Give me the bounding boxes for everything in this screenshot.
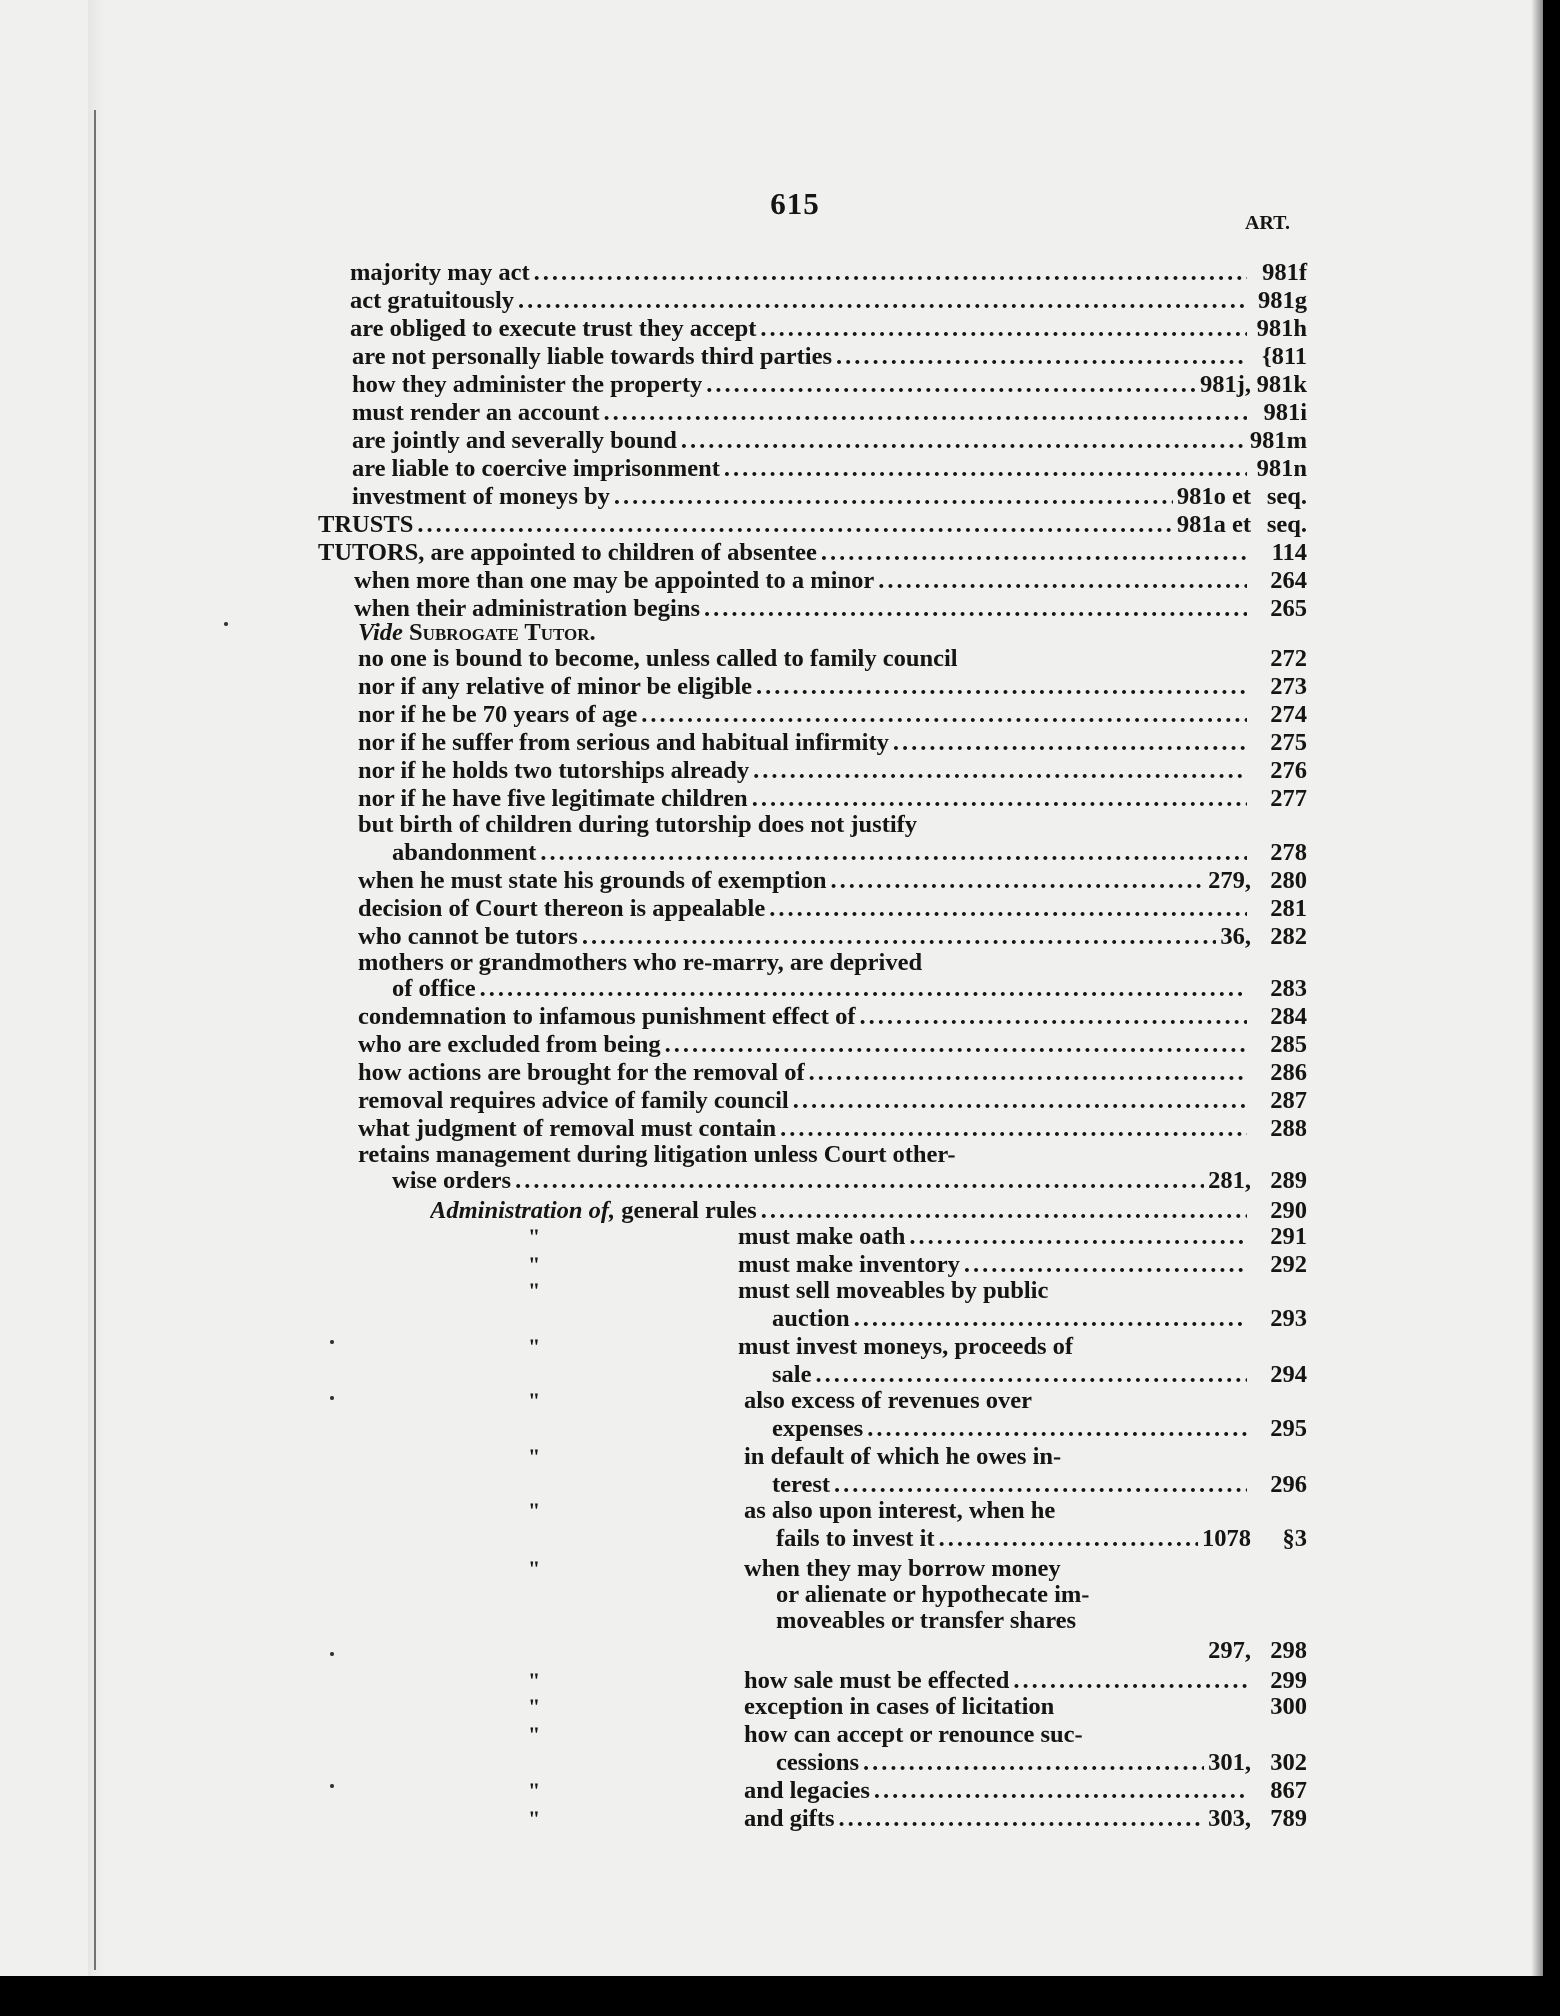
article-reference: 284 bbox=[1270, 1003, 1307, 1030]
entry-text: who are excluded from being bbox=[358, 1031, 661, 1058]
entry-text: when more than one may be appointed to a minor bbox=[354, 567, 875, 594]
article-reference: 285 bbox=[1270, 1031, 1307, 1058]
ditto-mark: " bbox=[528, 1388, 541, 1413]
index-entry bbox=[744, 1442, 1303, 1472]
index-entry bbox=[358, 866, 1251, 896]
dot-leader bbox=[939, 1524, 1198, 1554]
article-reference: 300 bbox=[1270, 1693, 1307, 1720]
entry-text: mothers or grandmothers who re-marry, are deprived bbox=[358, 949, 923, 976]
entry-text: must sell moveables by public bbox=[738, 1277, 1049, 1304]
first-article-reference: 301, bbox=[1208, 1749, 1251, 1776]
entry-text: investment of moneys by bbox=[352, 483, 610, 510]
entry-text: general rules bbox=[621, 1197, 757, 1224]
article-reference: 288 bbox=[1270, 1115, 1307, 1142]
entry-text: how actions are brought for the removal of bbox=[358, 1059, 805, 1086]
index-entry bbox=[358, 1002, 1251, 1032]
first-article-reference: 281, bbox=[1208, 1167, 1251, 1194]
article-reference: 789 bbox=[1270, 1805, 1307, 1832]
article-reference: 296 bbox=[1270, 1471, 1307, 1498]
article-reference: 265 bbox=[1270, 595, 1307, 622]
article-reference: 867 bbox=[1270, 1777, 1307, 1804]
section-label: Administration of, bbox=[430, 1197, 622, 1224]
dot-leader bbox=[909, 1222, 1247, 1252]
index-entry bbox=[744, 1776, 1251, 1806]
entry-text: or alienate or hypothecate im- bbox=[776, 1581, 1090, 1608]
article-reference: 981n bbox=[1256, 455, 1307, 482]
article-reference: 289 bbox=[1270, 1167, 1307, 1194]
article-reference: 291 bbox=[1270, 1223, 1307, 1250]
index-entry bbox=[350, 314, 1251, 344]
entry-text: also excess of revenues over bbox=[744, 1387, 1033, 1414]
dot-leader bbox=[724, 454, 1247, 484]
entry-text: nor if he suffer from serious and habitual infirmity bbox=[358, 729, 889, 756]
dot-leader bbox=[753, 756, 1247, 786]
entry-text: TRUSTS bbox=[318, 511, 414, 538]
entry-text: how they administer the property bbox=[352, 371, 703, 398]
dot-leader bbox=[893, 728, 1247, 758]
article-reference: 273 bbox=[1270, 673, 1307, 700]
article-reference: 114 bbox=[1271, 539, 1307, 566]
ditto-mark: " bbox=[528, 1252, 541, 1277]
entry-text: auction bbox=[772, 1305, 850, 1332]
article-reference: {811 bbox=[1261, 343, 1307, 370]
ditto-mark: " bbox=[528, 1806, 541, 1831]
entry-text: must render an account bbox=[352, 399, 600, 426]
dot-leader bbox=[836, 342, 1247, 372]
index-entry bbox=[738, 1222, 1251, 1252]
index-entry bbox=[744, 1804, 1251, 1834]
index-entry bbox=[358, 1058, 1251, 1088]
ink-speck bbox=[330, 1784, 334, 1788]
entry-text: what judgment of removal must contain bbox=[358, 1115, 777, 1142]
article-reference: 264 bbox=[1270, 567, 1307, 594]
entry-text: of office bbox=[392, 975, 476, 1002]
entry-text: terest bbox=[772, 1471, 831, 1498]
entry-text: nor if he holds two tutorships already bbox=[358, 757, 750, 784]
index-entry bbox=[392, 838, 1251, 868]
ditto-mark: " bbox=[528, 1556, 541, 1581]
entry-text: when their administration begins bbox=[354, 595, 700, 622]
article-reference: 283 bbox=[1270, 975, 1307, 1002]
dot-leader bbox=[878, 566, 1247, 596]
ditto-mark: " bbox=[528, 1694, 541, 1719]
first-article-reference: 36, bbox=[1220, 923, 1251, 950]
ditto-mark: " bbox=[528, 1444, 541, 1469]
entry-text: Vide Subrogate Tutor. bbox=[358, 619, 596, 646]
ditto-mark: " bbox=[528, 1722, 541, 1747]
ditto-mark: " bbox=[528, 1778, 541, 1803]
article-reference: 275 bbox=[1270, 729, 1307, 756]
index-entry bbox=[392, 974, 1251, 1004]
index-entry bbox=[354, 566, 1251, 596]
index-entry bbox=[1130, 1636, 1251, 1666]
index-entry bbox=[358, 810, 1303, 840]
entry-text: must make inventory bbox=[738, 1251, 960, 1278]
article-reference: 282 bbox=[1270, 923, 1307, 950]
article-reference: 280 bbox=[1270, 867, 1307, 894]
article-reference: 276 bbox=[1270, 757, 1307, 784]
index-entry bbox=[772, 1414, 1251, 1444]
entry-text: fails to invest it bbox=[776, 1525, 935, 1552]
ditto-mark: " bbox=[528, 1278, 541, 1303]
entry-text: retains management during litigation unless Court other- bbox=[358, 1141, 956, 1168]
entry-text: and gifts bbox=[744, 1805, 835, 1832]
ditto-mark: " bbox=[528, 1668, 541, 1693]
dot-leader bbox=[417, 510, 1173, 540]
entry-text: how sale must be effected bbox=[744, 1667, 1010, 1694]
dot-leader bbox=[540, 838, 1247, 868]
index-entry bbox=[358, 894, 1251, 924]
dot-leader bbox=[518, 286, 1247, 316]
index-entry bbox=[352, 398, 1251, 428]
entry-text: nor if he be 70 years of age bbox=[358, 701, 638, 728]
dot-leader bbox=[756, 672, 1247, 702]
entry-text: sale bbox=[772, 1361, 812, 1388]
article-reference: 981m bbox=[1249, 427, 1307, 454]
index-entry bbox=[738, 1276, 1303, 1306]
index-entry bbox=[776, 1524, 1251, 1554]
entry-text: TUTORS, are appointed to children of absentee bbox=[318, 539, 817, 566]
index-entry bbox=[352, 482, 1251, 512]
dot-leader bbox=[769, 894, 1247, 924]
entry-text: nor if he have five legitimate children bbox=[358, 785, 748, 812]
index-entry bbox=[776, 1748, 1251, 1778]
article-reference: 981g bbox=[1258, 287, 1307, 314]
dot-leader bbox=[854, 1304, 1247, 1334]
dot-leader bbox=[614, 482, 1173, 512]
entry-text: when he must state his grounds of exemption bbox=[358, 867, 827, 894]
dot-leader bbox=[534, 258, 1247, 288]
index-entry bbox=[392, 1166, 1251, 1196]
article-reference: 287 bbox=[1270, 1087, 1307, 1114]
index-entry bbox=[352, 454, 1251, 484]
dot-leader bbox=[831, 866, 1205, 896]
dot-leader bbox=[760, 314, 1247, 344]
entry-text: who cannot be tutors bbox=[358, 923, 578, 950]
first-article-reference: 297, bbox=[1208, 1637, 1251, 1664]
entry-text: when they may borrow money bbox=[744, 1555, 1061, 1582]
entry-text: decision of Court thereon is appealable bbox=[358, 895, 766, 922]
index-entry bbox=[358, 672, 1251, 702]
entry-text: must make oath bbox=[738, 1223, 906, 1250]
ditto-mark: " bbox=[528, 1334, 541, 1359]
article-reference: 299 bbox=[1270, 1667, 1307, 1694]
entry-text: and legacies bbox=[744, 1777, 870, 1804]
entry-text: exception in cases of licitation bbox=[744, 1693, 1055, 1720]
entry-text: act gratuitously bbox=[350, 287, 514, 314]
index-entry bbox=[358, 1030, 1251, 1060]
entry-text: but birth of children during tutorship does not justify bbox=[358, 811, 918, 838]
article-reference: 981h bbox=[1256, 315, 1307, 342]
entry-text: are not personally liable towards third parties bbox=[352, 343, 833, 370]
article-reference: 292 bbox=[1270, 1251, 1307, 1278]
entry-text: majority may act bbox=[350, 259, 530, 286]
dot-leader bbox=[874, 1776, 1247, 1806]
page-number: 615 bbox=[770, 186, 820, 221]
dot-leader bbox=[863, 1748, 1204, 1778]
ink-speck bbox=[330, 1396, 334, 1400]
index-entry bbox=[772, 1304, 1251, 1334]
article-reference: 286 bbox=[1270, 1059, 1307, 1086]
entry-text: abandonment bbox=[392, 839, 537, 866]
index-entry bbox=[358, 644, 1303, 674]
article-reference: 981k bbox=[1256, 371, 1307, 398]
index-entry bbox=[744, 1692, 1303, 1722]
article-reference: 298 bbox=[1270, 1637, 1307, 1664]
dot-leader bbox=[821, 538, 1247, 568]
index-entry bbox=[744, 1386, 1303, 1416]
index-entry bbox=[358, 756, 1251, 786]
entry-text: are jointly and severally bound bbox=[352, 427, 677, 454]
index-entry bbox=[318, 538, 1251, 568]
entry-text: nor if any relative of minor be eligible bbox=[358, 673, 753, 700]
dot-leader bbox=[681, 426, 1247, 456]
article-reference: 281 bbox=[1270, 895, 1307, 922]
article-reference: seq. bbox=[1266, 483, 1307, 510]
index-entry bbox=[358, 1086, 1251, 1116]
entry-text: are obliged to execute trust they accept bbox=[350, 315, 757, 342]
entry-text: are liable to coercive imprisonment bbox=[352, 455, 720, 482]
entry-text: must invest moneys, proceeds of bbox=[738, 1333, 1074, 1360]
dot-leader bbox=[665, 1030, 1247, 1060]
index-entry bbox=[318, 510, 1251, 540]
entry-text: in default of which he owes in- bbox=[744, 1443, 1062, 1470]
ditto-mark: " bbox=[528, 1224, 541, 1249]
article-reference: seq. bbox=[1266, 511, 1307, 538]
article-reference: 294 bbox=[1270, 1361, 1307, 1388]
index-entry bbox=[350, 258, 1251, 288]
article-reference: 981i bbox=[1263, 399, 1307, 426]
ink-speck bbox=[224, 622, 228, 626]
article-reference: 290 bbox=[1270, 1197, 1307, 1224]
ink-speck bbox=[330, 1340, 334, 1344]
dot-leader bbox=[839, 1804, 1205, 1834]
entry-text: how can accept or renounce suc- bbox=[744, 1721, 1083, 1748]
entry-text: cessions bbox=[776, 1749, 860, 1776]
entry-text: expenses bbox=[772, 1415, 864, 1442]
dot-leader bbox=[515, 1166, 1204, 1196]
dot-leader bbox=[706, 370, 1196, 400]
article-reference: §3 bbox=[1282, 1525, 1307, 1552]
index-entry bbox=[358, 700, 1251, 730]
first-article-reference: 981o et bbox=[1176, 483, 1251, 510]
first-article-reference: 1078 bbox=[1202, 1525, 1251, 1552]
index-entry bbox=[744, 1496, 1303, 1526]
index-entry bbox=[738, 1332, 1303, 1362]
entry-text: no one is bound to become, unless called to family council bbox=[358, 645, 958, 672]
article-reference: 272 bbox=[1270, 645, 1307, 672]
entry-text: wise orders bbox=[392, 1167, 512, 1194]
entry-text: as also upon interest, when he bbox=[744, 1497, 1056, 1524]
index-entry bbox=[352, 342, 1251, 372]
dot-leader bbox=[860, 1002, 1248, 1032]
entry-text: moveables or transfer shares bbox=[776, 1607, 1077, 1634]
article-reference: 274 bbox=[1270, 701, 1307, 728]
article-reference: 302 bbox=[1270, 1749, 1307, 1776]
article-reference: 277 bbox=[1270, 785, 1307, 812]
dot-leader bbox=[809, 1058, 1247, 1088]
first-article-reference: 279, bbox=[1208, 867, 1251, 894]
scan-border bbox=[0, 1976, 1560, 2016]
article-reference: 981f bbox=[1262, 259, 1307, 286]
index-entry bbox=[776, 1606, 1303, 1636]
dot-leader bbox=[480, 974, 1247, 1004]
index-entry bbox=[350, 286, 1251, 316]
ink-speck bbox=[330, 1652, 334, 1656]
index-entry bbox=[352, 370, 1251, 400]
index-entry bbox=[352, 426, 1251, 456]
dot-leader bbox=[641, 700, 1247, 730]
entry-text: removal requires advice of family council bbox=[358, 1087, 789, 1114]
dot-leader bbox=[793, 1086, 1247, 1116]
article-reference: 278 bbox=[1270, 839, 1307, 866]
index-entry bbox=[358, 728, 1251, 758]
index-entry bbox=[744, 1720, 1303, 1750]
article-reference: 295 bbox=[1270, 1415, 1307, 1442]
entry-text: condemnation to infamous punishment effect of bbox=[358, 1003, 856, 1030]
dot-leader bbox=[867, 1414, 1247, 1444]
dot-leader bbox=[604, 398, 1247, 428]
ditto-mark: " bbox=[528, 1498, 541, 1523]
article-reference: 293 bbox=[1270, 1305, 1307, 1332]
first-article-reference: 303, bbox=[1208, 1805, 1251, 1832]
first-article-reference: 981a et bbox=[1176, 511, 1251, 538]
article-column-header: ART. bbox=[1244, 212, 1290, 234]
first-article-reference: 981j, bbox=[1199, 371, 1251, 398]
